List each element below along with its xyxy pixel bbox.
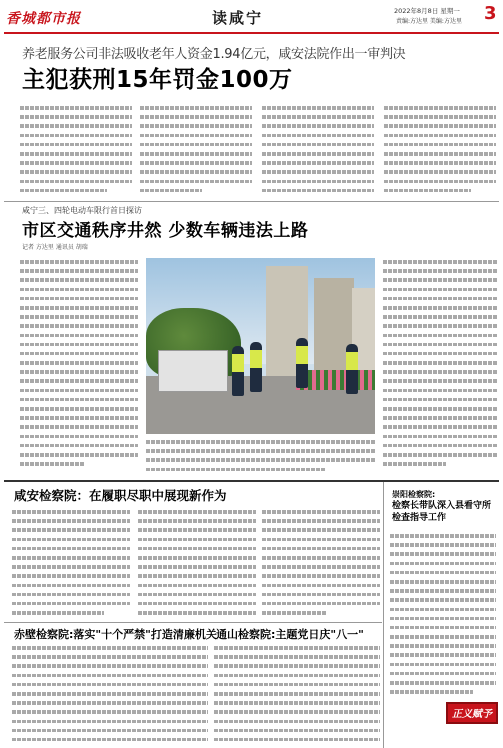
newspaper-logo: 香城都市报 — [6, 11, 81, 27]
photo-reflective-vest — [250, 350, 262, 368]
news-photo — [146, 258, 375, 434]
bottom-headline-c: 通山检察院:主题党日庆"八一" — [216, 628, 364, 641]
sidebar-headline: 检察长带队深入县看守所检查指导工作 — [392, 501, 492, 523]
bottom-a-column-2 — [138, 506, 256, 620]
second-story-byline: 记者 方达里 通讯员 胡瑞 — [22, 244, 88, 251]
lead-story-headline: 主犯获刑15年罚金100万 — [22, 67, 293, 93]
lead-story-column-4 — [384, 102, 496, 198]
lead-story-column-1 — [20, 102, 132, 198]
bottom-headline-b: 赤壁检察院:落实"十个严禁"打造清廉机关 — [14, 628, 217, 641]
bottom-headline-a: 咸安检察院：在履职尽职中展现新作为 — [14, 488, 227, 503]
bottom-b-column — [12, 642, 208, 746]
photo-caption — [146, 436, 375, 474]
sidebar-column — [390, 530, 496, 698]
photo-reflective-vest — [296, 346, 308, 364]
photo-vehicle — [158, 350, 228, 392]
justice-stamp-logo: 正义赋予 — [446, 702, 498, 724]
section-divider — [4, 201, 499, 202]
masthead-divider — [4, 32, 499, 34]
lead-story-column-2 — [140, 102, 252, 198]
bottom-a-column-1 — [12, 506, 130, 620]
masthead — [0, 0, 503, 40]
bottom-divider — [4, 622, 382, 623]
second-story-column-1 — [20, 256, 138, 474]
photo-reflective-vest — [232, 354, 244, 372]
bottom-c-column — [214, 642, 380, 746]
section-title: 读咸宁 — [212, 9, 264, 27]
editor-credit: 责编:方达里 美编:方达里 — [396, 18, 462, 25]
second-story-headline: 市区交通秩序井然 少数车辆违法上路 — [22, 221, 309, 241]
photo-reflective-vest — [346, 352, 358, 370]
page-number: 3 — [484, 3, 497, 24]
issue-date: 2022年8月8日 星期一 — [394, 7, 460, 15]
lead-story-column-3 — [262, 102, 374, 198]
sidebar-kicker: 崇阳检察院: — [392, 490, 436, 499]
second-story-kicker: 咸宁三、四轮电动车限行首日探访 — [22, 206, 142, 215]
second-story-column-2 — [383, 256, 497, 474]
bottom-a-column-3 — [262, 506, 380, 620]
lead-story-kicker: 养老服务公司非法吸收老年人资金1.94亿元，咸安法院作出一审判决 — [22, 47, 406, 62]
